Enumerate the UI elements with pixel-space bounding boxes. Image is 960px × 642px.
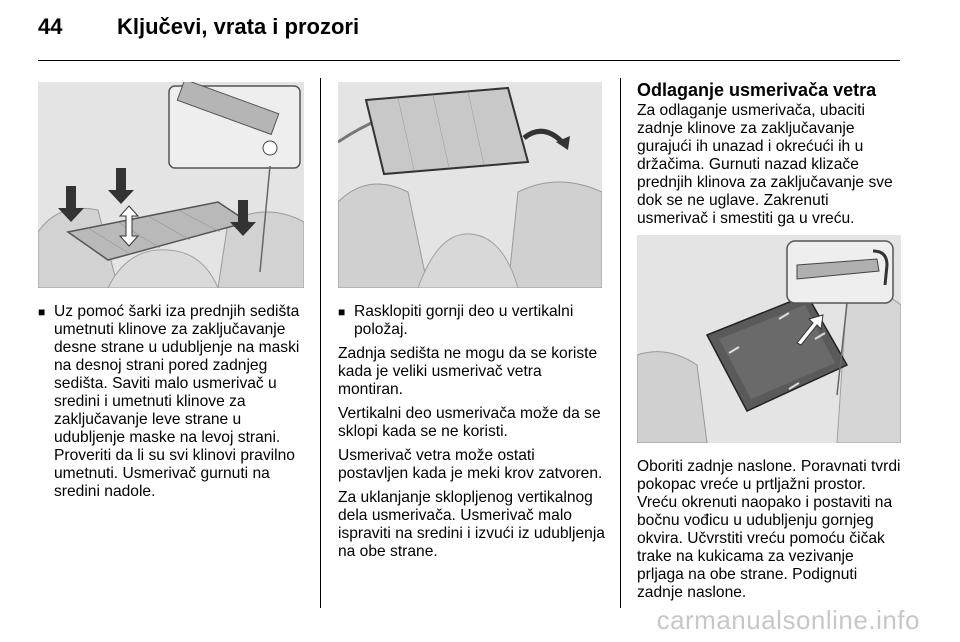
bullet-mark: ■ — [38, 305, 46, 319]
install-instruction-text: Uz pomoć šarki iza prednjih sedišta umetnuti klinove za zaključavanje desne strane u udubljenje na maski na desnoj strani pored zadnjeg sedišta. Saviti malo usmerivač u sredini i umetnuti klinove za zaključavanje leve strane u udubljenje maske na levoj strani. Proveriti da li su svi klinovi pravilno umetnuti. Usmerivač gurnuti na sredini nadole. — [54, 303, 300, 500]
column-divider-2 — [620, 78, 621, 608]
illustration-deflector-unfold — [338, 82, 602, 288]
paragraph-soft-top: Usmerivač vetra može ostati postavljen kada je meki krov zatvoren. — [338, 447, 603, 482]
unfold-instruction-text: Rasklopiti gornji deo u vertikalni položaj. — [354, 303, 574, 338]
illustration-deflector-install — [38, 82, 304, 288]
install-instruction — [38, 303, 313, 501]
paragraph-removal: Za uklanjanje sklopljenog vertikalnog dela usmerivača. Usmerivač malo ispraviti na sredini i izvući iz udubljenja na obe strane. — [338, 489, 605, 560]
page-title: Ključevi, vrata i prozori — [117, 14, 360, 39]
column-divider-1 — [320, 78, 321, 608]
page-number: 44 — [38, 14, 63, 39]
paragraph-fold-vertical: Vertikalni deo usmerivača može da se sklopi kada se ne koristi. — [338, 405, 601, 440]
illustration-deflector-storage — [637, 235, 901, 443]
paragraph-storage: Za odlaganje usmerivača, ubaciti zadnje klinove za zaključavanje gurajući ih unazad i okrećući ih u držačima. Gurnuti nazad klizače prednjih klinova za zaključavanje sve dok se ne uglave. Zakrenuti usmerivač i smestiti ga u vreću. — [637, 102, 893, 227]
header-rule — [38, 60, 900, 61]
paragraph-rear-seats: Zadnja sedišta ne mogu da se koriste kada je veliki usmerivač vetra montiran. — [338, 345, 598, 398]
watermark: carmanualsonline.info — [656, 605, 920, 635]
column-2 — [338, 303, 608, 567]
section-heading: Odlaganje usmerivača vetra — [637, 80, 877, 100]
column-3 — [637, 80, 903, 234]
unfold-instruction — [338, 303, 608, 339]
bullet-mark: ■ — [338, 305, 346, 319]
paragraph-bag: Oboriti zadnje naslone. Poravnati tvrdi pokopac vreće u prtljažni prostor. Vreću okrenuti naopako i postaviti na bočnu vođicu u udubljenju gornjeg okvira. Učvrstiti vreću pomoću čičak trake na kukicama za vezivanje prljaga na obe strane. Podignuti zadnje naslone. — [637, 458, 901, 601]
column-1 — [38, 303, 313, 507]
column-3-lower — [637, 458, 903, 608]
